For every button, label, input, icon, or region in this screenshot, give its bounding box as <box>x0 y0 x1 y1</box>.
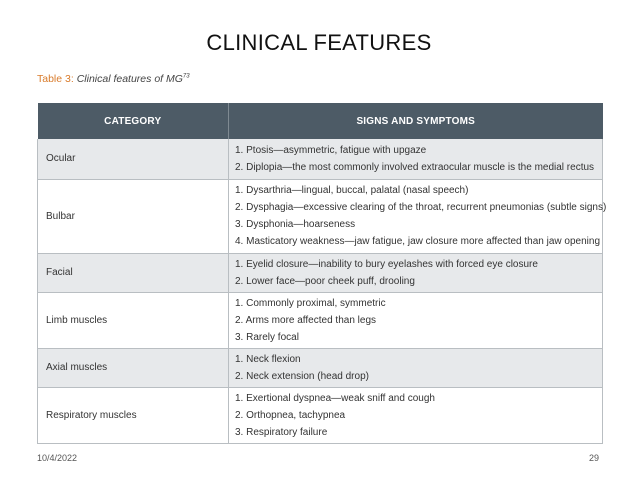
signs-cell <box>229 292 603 348</box>
sign-item: 3. Dysphonia—hoarseness <box>235 219 356 230</box>
sign-item: 1. Ptosis—asymmetric, fatigue with upgaze <box>235 144 427 156</box>
caption-superscript: 73 <box>182 73 190 80</box>
sign-item: 1. Commonly proximal, symmetric <box>235 297 386 309</box>
signs-cell <box>229 253 603 292</box>
sign-item: 3. Respiratory failure <box>235 426 328 438</box>
signs-cell <box>229 387 603 443</box>
sign-item: 1. Exertional dyspnea—weak sniff and cough <box>235 392 435 404</box>
category-cell: Facial <box>38 253 229 292</box>
slide-date: 10/4/2022 <box>37 453 78 463</box>
sign-item: 2. Neck extension (head drop) <box>235 370 369 382</box>
sign-item: 4. Masticatory weakness—jaw fatigue, jaw closure more affected than jaw opening <box>235 236 601 247</box>
sign-item: 2. Orthopnea, tachypnea <box>235 409 346 421</box>
sign-item: 2. Lower face—poor cheek puff, drooling <box>235 275 415 287</box>
sign-item: 1. Eyelid closure—inability to bury eyelashes with forced eye closure <box>235 258 538 270</box>
table-row <box>38 348 603 387</box>
clinical-features-table <box>37 103 607 444</box>
category-cell: Respiratory muscles <box>38 387 229 443</box>
slide-page-number: 29 <box>589 453 600 463</box>
table-row <box>38 292 603 348</box>
sign-item: 2. Dysphagia—excessive clearing of the throat, recurrent pneumonias (subtle signs) <box>235 202 607 213</box>
category-cell: Ocular <box>38 139 229 179</box>
category-cell: Axial muscles <box>38 348 229 387</box>
header-signs: SIGNS AND SYMPTOMS <box>229 103 603 139</box>
table-row <box>38 387 603 443</box>
category-cell: Bulbar <box>38 179 229 253</box>
signs-cell <box>229 179 607 253</box>
table-row <box>38 179 603 253</box>
sign-item: 2. Arms more affected than legs <box>235 314 377 326</box>
caption-label: Table 3: <box>37 73 74 85</box>
signs-cell <box>229 139 603 179</box>
caption-text: Clinical features of MG <box>73 73 183 85</box>
slide-title: CLINICAL FEATURES <box>206 30 432 55</box>
sign-item: 1. Dysarthria—lingual, buccal, palatal (nasal speech) <box>235 185 469 196</box>
table-row <box>38 253 603 292</box>
signs-cell <box>229 348 603 387</box>
table-header-row <box>38 103 603 139</box>
table-row <box>38 139 603 179</box>
sign-item: 2. Diplopia—the most commonly involved extraocular muscle is the medial rectus <box>235 161 595 173</box>
sign-item: 3. Rarely focal <box>235 331 299 343</box>
header-category: CATEGORY <box>38 103 229 139</box>
category-cell: Limb muscles <box>38 292 229 348</box>
table-caption <box>37 73 190 85</box>
sign-item: 1. Neck flexion <box>235 353 301 365</box>
